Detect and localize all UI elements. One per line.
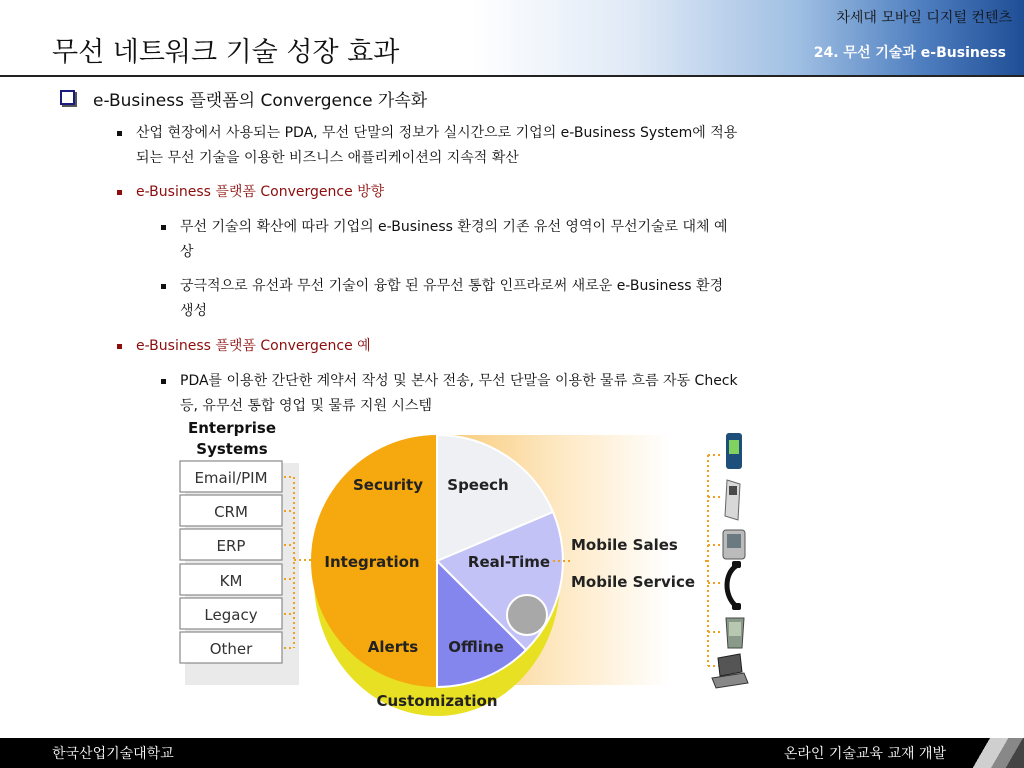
laptop-icon — [712, 654, 748, 688]
bullet-1-line-1: 산업 현장에서 사용되는 PDA, 무선 단말의 정보가 실시간으로 기업의 e-Business System에 적용 — [136, 125, 738, 141]
flip-phone-icon — [725, 480, 740, 520]
pie-label-integration: Integration — [324, 553, 420, 571]
section-heading-text: e-Business 플랫폼의 Convergence 가속화 — [93, 91, 428, 111]
gray-knob — [507, 595, 547, 635]
chapter-label: 24. 무선 기술과 e-Business — [813, 45, 1006, 61]
pie-label-offline: Offline — [448, 638, 504, 656]
pie-label-alerts: Alerts — [367, 638, 419, 656]
footer-left-text: 한국산업기술대학교 — [52, 746, 174, 762]
footer-bar — [0, 738, 1024, 768]
pie-label-security: Security — [352, 476, 424, 494]
bullet-3a-line-2: 등, 유무선 통합 영업 및 물류 지원 시스템 — [180, 398, 432, 414]
system-label: KM — [219, 572, 243, 590]
enterprise-title-line-2: Systems — [196, 440, 268, 458]
footer-right-text: 온라인 기술교육 교재 개발 — [783, 746, 946, 762]
systems-list — [180, 461, 299, 685]
system-label: Email/PIM — [194, 469, 268, 487]
bullet-3-text: e-Business 플랫폼 Convergence 예 — [136, 338, 371, 354]
system-label: Legacy — [204, 606, 258, 624]
pda-device-icon — [726, 433, 742, 469]
handheld-device-icon — [723, 530, 745, 559]
bullet-2b-line-1: 궁극적으로 유선과 무선 기술이 융합 된 유무선 통합 인프라로써 새로운 e-Business 환경 — [180, 278, 724, 294]
palm-device-icon — [726, 618, 744, 648]
bullet-2b-line-2: 생성 — [180, 303, 208, 319]
bullet-1-line-2: 되는 무선 기술을 이용한 비즈니스 애플리케이션의 지속적 확산 — [136, 150, 519, 166]
series-label: 차세대 모바일 디지털 컨텐츠 — [836, 10, 1012, 26]
system-label: Other — [209, 640, 253, 658]
bullet-2-text: e-Business 플랫폼 Convergence 방향 — [136, 184, 385, 200]
system-label: ERP — [216, 537, 246, 555]
base-label: Customization — [376, 692, 498, 710]
bullet-2a-line-1: 무선 기술의 확산에 따라 기업의 e-Business 환경의 기존 유선 영역이 무선기술로 대체 예 — [180, 219, 728, 235]
phone-handset-icon — [727, 561, 741, 610]
pie-label-speech: Speech — [447, 476, 509, 494]
slide-title: 무선 네트워크 기술 성장 효과 — [52, 37, 400, 68]
bullet-3a-line-1: PDA를 이용한 간단한 계약서 작성 및 본사 전송, 무선 단말을 이용한 물류 흐름 자동 Check — [180, 373, 738, 389]
system-label: CRM — [214, 503, 248, 521]
enterprise-title-line-1: Enterprise — [187, 419, 277, 437]
footer-corner-graphic — [968, 738, 1024, 768]
mobile-service-label: Mobile Service — [571, 573, 696, 591]
pie-label-realtime: Real-Time — [467, 553, 551, 571]
mobile-sales-label: Mobile Sales — [571, 536, 678, 554]
bullet-2a-line-2: 상 — [180, 244, 194, 260]
